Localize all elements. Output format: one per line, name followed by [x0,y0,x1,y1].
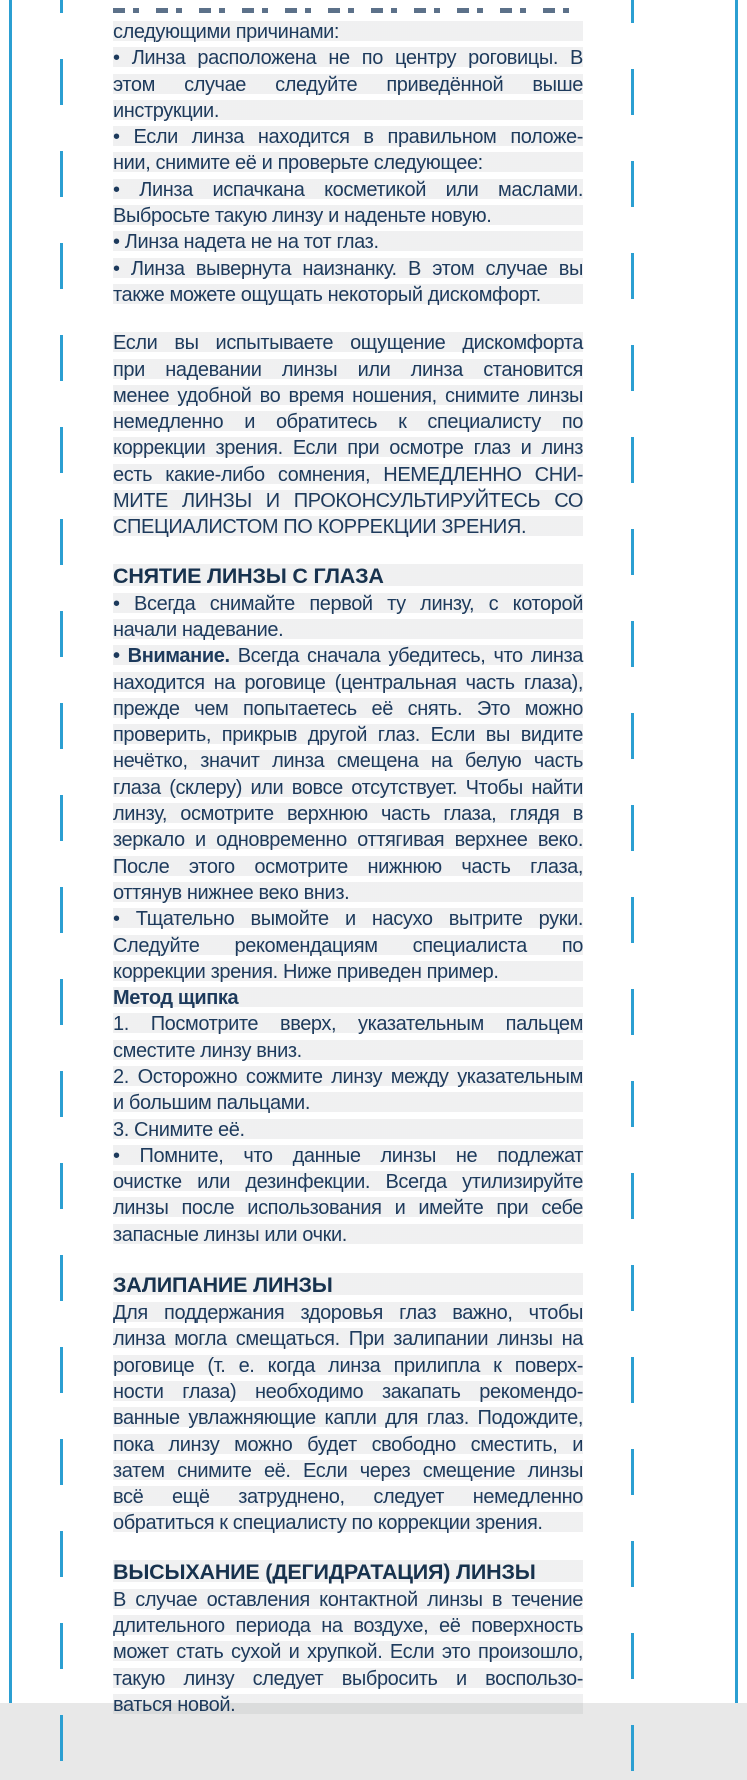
text-line [113,488,583,514]
bold-text-segment: Метод щипка [113,987,239,1010]
text-segment: • Тщательно вымойте и насухо вытрите руки. [113,908,583,931]
right-trim-line [735,0,738,1703]
text-segment: ваться новой. [113,1693,236,1716]
text-segment: при надевании линзы или линза становится [113,358,583,381]
text-line [113,256,583,282]
text-segment: • Линза испачкана косметикой или маслами. [113,178,583,201]
left-trim-line [9,0,12,1703]
text-segment: проверить, прикрыв другой глаз. Если вы видите [113,724,583,747]
paragraph [113,19,583,308]
text-segment: Следуйте рекомендациям специалиста по [113,934,583,957]
text-line [113,150,583,176]
text-line [113,1143,583,1169]
text-line [113,409,583,435]
text-line [113,1195,583,1221]
text-line [113,748,583,774]
text-segment: линза могла смещаться. При залипании линзы на [113,1328,583,1351]
text-line [113,1117,583,1143]
text-line [113,1405,583,1431]
text-segment: зеркало и одновременно оттягивая верхнее веко. [113,829,583,852]
text-segment: 2. Осторожно сожмите линзу между указательным [113,1065,583,1088]
text-line [113,1432,583,1458]
text-line [113,1222,583,1248]
text-segment: коррекции зрения. Если при осмотре глаз и линз [113,437,583,460]
text-line [113,722,583,748]
text-line [113,617,583,643]
text-segment: менее удобной во время ношения, снимите линзы [113,384,583,407]
text-line [113,801,583,827]
bold-text-segment: • Внимание. [113,645,230,668]
right-fold-dashed-line [631,0,634,1703]
text-segment: начали надевание. [113,618,284,641]
text-line [113,45,583,71]
text-line [113,985,583,1011]
text-line [113,591,583,617]
text-segment: сместите линзу вниз. [113,1039,302,1062]
text-line [113,1510,583,1536]
text-segment: ванные увлажняющие капли для глаз. Подождите, [113,1407,583,1430]
text-line [113,72,583,98]
text-segment: запасные линзы или очки. [113,1223,347,1246]
section-heading: ЗАЛИПАНИЕ ЛИНЗЫ [113,1270,583,1300]
text-line [113,1353,583,1379]
dash-pattern [631,0,634,1780]
text-segment: этом случае следуйте приведённой выше [113,73,583,96]
text-segment: Всегда сначала убедитесь, что линза [229,645,583,668]
text-line [113,1587,583,1613]
text-line [113,1666,583,1692]
text-line [113,1484,583,1510]
document-content [113,8,583,1718]
text-line [113,643,583,669]
text-line [113,229,583,255]
paragraph [113,591,583,1248]
text-line [113,906,583,932]
text-segment: инструкции. [113,99,219,122]
text-segment: пока линзу можно будет свободно сместить, и [113,1433,583,1456]
text-line [113,854,583,880]
text-segment: В случае оставления контактной линзы в течение [113,1588,583,1611]
text-line [113,775,583,801]
text-line [113,514,583,540]
text-line [113,435,583,461]
text-line [113,933,583,959]
text-segment: После этого осмотрите нижнюю часть глаза, [113,855,583,878]
text-line [113,1458,583,1484]
text-line [113,1169,583,1195]
text-segment: Если вы испытываете ощущение дискомфорта [113,332,583,355]
text-segment: длительного периода на воздухе, её поверхность [113,1615,583,1638]
text-segment: может стать сухой и хрупкой. Если это произошло, [113,1641,583,1664]
text-line [113,330,583,356]
text-segment: следующими причинами: [113,21,340,43]
left-fold-dashed-line [60,0,63,1703]
text-line [113,462,583,488]
text-line [113,357,583,383]
text-segment: обратиться к специалисту по коррекции зрения. [113,1512,543,1535]
paragraph [113,330,583,540]
text-line [113,1613,583,1639]
text-segment: линзы после использования и имейте при себе [113,1197,583,1220]
section-heading: СНЯТИЕ ЛИНЗЫ С ГЛАЗА [113,561,583,591]
text-line [113,98,583,124]
text-line [113,1038,583,1064]
text-line [113,1064,583,1090]
paragraph [113,1587,583,1718]
paragraph [113,1300,583,1537]
text-segment: • Линза расположена не по центру роговицы. В [113,47,583,70]
text-segment: и большим пальцами. [113,1092,310,1115]
text-segment: Выбросьте такую линзу и наденьте новую. [113,205,492,228]
text-line [113,1011,583,1037]
text-line [113,880,583,906]
text-line [113,282,583,308]
text-line [113,1639,583,1665]
text-line [113,1326,583,1352]
text-segment: • Помните, что данные линзы не подлежат [113,1144,583,1167]
text-segment: 3. Снимите её. [113,1118,245,1141]
text-line [113,177,583,203]
text-segment: глаза (склеру) или вовсе отсутствует. Чтобы найти [113,776,583,799]
text-segment: затем снимите её. Если через смещение линзы [113,1459,583,1482]
text-segment: нии, снимите её и проверьте следующее: [113,152,483,175]
text-segment: МИТЕ ЛИНЗЫ И ПРОКОНСУЛЬТИРУЙТЕСЬ СО [113,490,583,513]
text-segment: всё ещё затруднено, следует немедленно [113,1486,583,1509]
text-line [113,696,583,722]
text-segment: есть какие-либо сомнения, НЕМЕДЛЕННО СНИ- [113,463,583,486]
text-segment: • Линза надета не на тот глаз. [113,231,379,254]
text-line [113,827,583,853]
text-segment: также можете ощущать некоторый дискомфорт. [113,283,541,306]
text-line [113,1379,583,1405]
text-segment: ности глаза) необходимо закапать рекомендо- [113,1380,583,1403]
text-segment: нечётко, значит линза смещена на белую часть [113,750,583,773]
text-segment: • Всегда снимайте первой ту линзу, с которой [113,592,583,615]
text-segment: роговице (т. е. когда линза прилипла к поверх- [113,1354,583,1377]
dash-pattern [60,0,63,1770]
text-segment: немедленно и обратитесь к специалисту по [113,411,583,434]
section-heading: ВЫСЫХАНИЕ (ДЕГИДРАТАЦИЯ) ЛИНЗЫ [113,1557,583,1587]
text-segment: линзу, осмотрите верхнюю часть глаза, глядя в [113,803,583,826]
text-line [113,203,583,229]
text-line [113,19,583,45]
text-segment: прежде чем попытаетесь её снять. Это можно [113,697,583,720]
text-segment: Для поддержания здоровья глаз важно, чтобы [113,1302,583,1325]
text-line [113,1090,583,1116]
text-line [113,124,583,150]
text-line [113,1692,583,1718]
text-segment: очистке или дезинфекции. Всегда утилизируйте [113,1171,583,1194]
clipped-line-top [113,8,577,16]
text-line [113,1300,583,1326]
text-segment: • Линза вывернута наизнанку. В этом случае вы [113,257,583,280]
text-segment: такую линзу следует выбросить и воспользо- [113,1667,583,1690]
text-segment: находится на роговице (центральная часть глаза), [113,671,583,694]
text-segment: коррекции зрения. Ниже приведен пример. [113,960,499,983]
text-line [113,383,583,409]
text-segment: оттянув нижнее веко вниз. [113,881,350,904]
text-segment: 1. Посмотрите вверх, указательным пальцем [113,1013,583,1036]
text-line [113,959,583,985]
text-line [113,670,583,696]
text-segment: • Если линза находится в правильном положе- [113,126,583,149]
text-segment: СПЕЦИАЛИСТОМ ПО КОРРЕКЦИИ ЗРЕНИЯ. [113,516,527,539]
